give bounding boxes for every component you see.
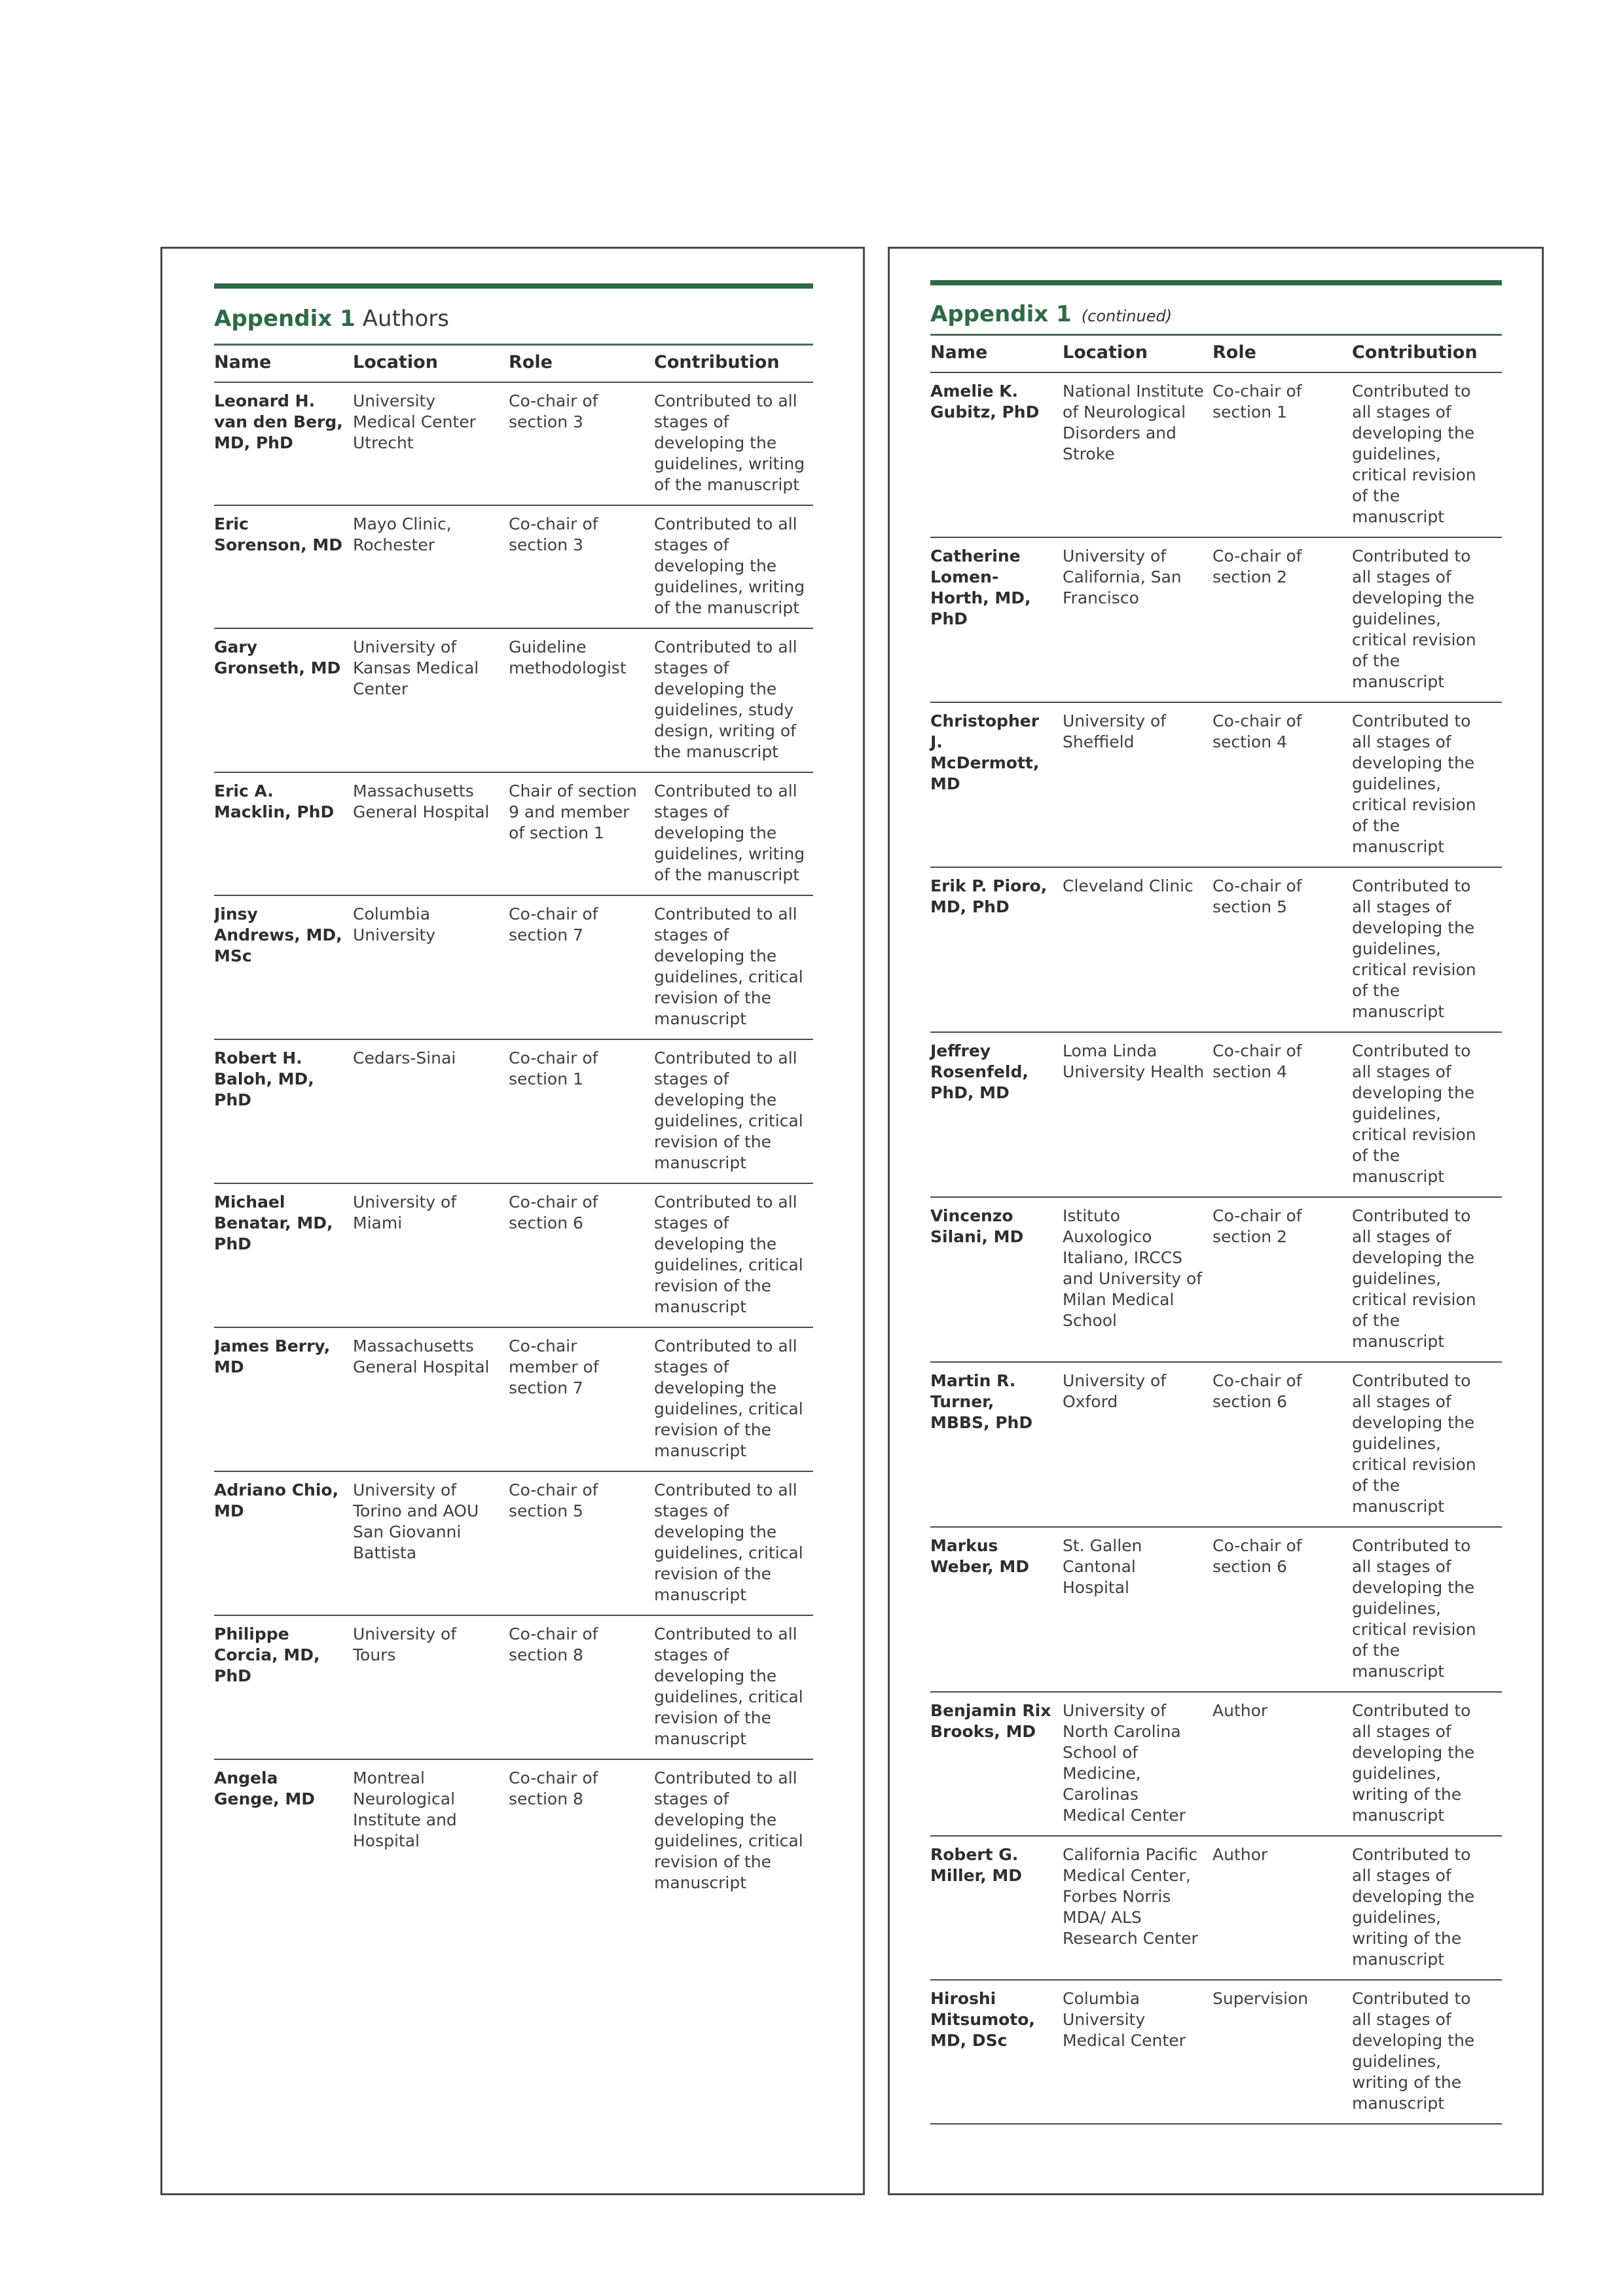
author-name-cell: Christopher J. McDermott, MD xyxy=(930,702,1063,867)
author-contribution-cell: Contributed to all stages of developing the guidelines, writing of the manuscript xyxy=(1352,1692,1502,1836)
appendix-page-right xyxy=(888,247,1544,2195)
author-role-cell: Author xyxy=(1213,1692,1352,1836)
author-role-cell: Co-chair of section 4 xyxy=(1213,702,1352,867)
appendix-title-continued xyxy=(930,285,1502,336)
column-header-name: Name xyxy=(214,346,353,382)
appendix-table-block-continued xyxy=(930,280,1502,2125)
author-location-cell: Columbia University xyxy=(353,895,509,1039)
column-header-location: Location xyxy=(353,346,509,382)
author-contribution-cell: Contributed to all stages of developing the guidelines, critical revision of the manuscript xyxy=(1352,1527,1502,1692)
table-row xyxy=(214,1183,813,1327)
author-name-cell: Adriano Chio, MD xyxy=(214,1471,353,1615)
author-contribution-cell: Contributed to all stages of developing the guidelines, critical revision of the manuscript xyxy=(1352,1197,1502,1362)
appendix-page-left xyxy=(160,247,865,2195)
author-name-cell: Leonard H. van den Berg, MD, PhD xyxy=(214,382,353,505)
author-contribution-cell: Contributed to all stages of developing the guidelines, critical revision of the manuscript xyxy=(1352,1032,1502,1197)
author-contribution-cell: Contributed to all stages of developing the guidelines, writing of the manuscript xyxy=(1352,1836,1502,1980)
table-row xyxy=(930,702,1502,867)
column-header-contribution: Contribution xyxy=(1352,336,1502,372)
author-role-cell: Author xyxy=(1213,1836,1352,1980)
author-location-cell: California Pacific Medical Center, Forbes Norris MDA/ ALS Research Center xyxy=(1063,1836,1213,1980)
author-location-cell: University of Torino and AOU San Giovanni Battista xyxy=(353,1471,509,1615)
title-rule xyxy=(214,283,813,289)
author-role-cell: Co-chair of section 5 xyxy=(509,1471,654,1615)
column-header-contribution: Contribution xyxy=(654,346,813,382)
author-contribution-cell: Contributed to all stages of developing the guidelines, writing of the manuscript xyxy=(654,772,813,895)
appendix-label: Appendix 1 xyxy=(930,301,1072,327)
table-row xyxy=(214,1759,813,1903)
author-role-cell: Co-chair of section 6 xyxy=(1213,1362,1352,1527)
author-role-cell: Co-chair of section 1 xyxy=(1213,372,1352,537)
appendix-title xyxy=(214,289,813,346)
author-name-cell: Eric A. Macklin, PhD xyxy=(214,772,353,895)
author-location-cell: University of North Carolina School of Medicine, Carolinas Medical Center xyxy=(1063,1692,1213,1836)
author-contribution-cell: Contributed to all stages of developing the guidelines, critical revision of the manuscript xyxy=(1352,1362,1502,1527)
author-name-cell: Michael Benatar, MD, PhD xyxy=(214,1183,353,1327)
author-name-cell: Martin R. Turner, MBBS, PhD xyxy=(930,1362,1063,1527)
author-contribution-cell: Contributed to all stages of developing the guidelines, critical revision of the manuscript xyxy=(1352,372,1502,537)
table-row xyxy=(214,895,813,1039)
author-name-cell: Angela Genge, MD xyxy=(214,1768,315,1808)
author-role-cell: Co-chair of section 8 xyxy=(509,1768,598,1808)
table-row xyxy=(930,537,1502,702)
column-header-name: Name xyxy=(930,336,1063,372)
author-name-cell: James Berry, MD xyxy=(214,1327,353,1471)
author-location-cell: University of Miami xyxy=(353,1183,509,1327)
author-contribution-cell: Contributed to all stages of developing the guidelines, critical revision of the manuscript xyxy=(1352,537,1502,702)
author-location-cell: University Medical Center Utrecht xyxy=(353,382,509,505)
author-name-cell: Vincenzo Silani, MD xyxy=(930,1197,1063,1362)
author-role-cell: Co-chair of section 6 xyxy=(509,1183,654,1327)
author-contribution-cell: Contributed to all stages of developing the guidelines, critical revision of the manuscript xyxy=(654,895,813,1039)
table-row xyxy=(930,1692,1502,1836)
appendix-table-block xyxy=(214,283,813,1903)
author-role-cell: Co-chair of section 1 xyxy=(509,1039,654,1183)
author-contribution-cell: Contributed to all stages of developing the guidelines, writing of the manuscript xyxy=(654,505,813,628)
author-location-cell: Cedars-Sinai xyxy=(353,1039,509,1183)
author-name-cell: Catherine Lomen-Horth, MD, PhD xyxy=(930,537,1063,702)
author-location-cell: University of California, San Francisco xyxy=(1063,537,1213,702)
author-name-cell: Erik P. Pioro, MD, PhD xyxy=(930,867,1063,1032)
column-header-role: Role xyxy=(1213,336,1352,372)
author-location-cell: University of Tours xyxy=(353,1615,509,1759)
author-name-cell: Eric Sorenson, MD xyxy=(214,505,353,628)
author-location-cell: National Institute of Neurological Disorders and Stroke xyxy=(1063,372,1213,537)
author-contribution-cell: Contributed to all stages of developing the guidelines, critical revision of the manuscript xyxy=(654,1615,813,1759)
author-name-cell: Gary Gronseth, MD xyxy=(214,628,353,772)
author-location-cell: University of Oxford xyxy=(1063,1362,1213,1527)
table-row xyxy=(214,1039,813,1183)
author-location-cell: Montreal Neurological Institute and Hospital xyxy=(353,1768,457,1850)
author-role-cell: Co-chair of section 2 xyxy=(1213,1197,1352,1362)
author-contribution-cell: Contributed to all stages of developing the guidelines, critical revision of the manuscript xyxy=(654,1183,813,1327)
table-row xyxy=(930,1197,1502,1362)
column-header-role: Role xyxy=(509,346,654,382)
column-header-location: Location xyxy=(1063,336,1213,372)
table-row xyxy=(214,382,813,505)
author-location-cell: Massachusetts General Hospital xyxy=(353,1327,509,1471)
author-name-cell: Amelie K. Gubitz, PhD xyxy=(930,372,1063,537)
author-name-cell: Benjamin Rix Brooks, MD xyxy=(930,1692,1063,1836)
table-row xyxy=(214,772,813,895)
author-role-cell: Co-chair member of section 7 xyxy=(509,1327,654,1471)
title-rule xyxy=(930,280,1502,285)
table-row xyxy=(214,505,813,628)
author-role-cell: Chair of section 9 and member of section 1 xyxy=(509,772,654,895)
author-role-cell: Co-chair of section 6 xyxy=(1213,1527,1352,1692)
author-location-cell: Columbia University Medical Center xyxy=(1063,1980,1213,2124)
author-contribution-cell: Contributed to all stages of developing the guidelines, writing of the manuscript xyxy=(1352,1980,1502,2124)
table-row xyxy=(930,867,1502,1032)
author-location-cell: Loma Linda University Health xyxy=(1063,1032,1213,1197)
author-role-cell: Co-chair of section 8 xyxy=(509,1615,654,1759)
author-name-cell: Markus Weber, MD xyxy=(930,1527,1063,1692)
author-location-cell: St. Gallen Cantonal Hospital xyxy=(1063,1527,1213,1692)
table-row xyxy=(930,372,1502,537)
appendix-subtitle: Authors xyxy=(362,306,449,332)
table-row xyxy=(930,1980,1502,2124)
table-row xyxy=(214,628,813,772)
author-role-cell: Co-chair of section 3 xyxy=(509,505,654,628)
author-contribution-cell: Contributed to all stages of developing the guidelines, critical revision of the manuscript xyxy=(654,1327,813,1471)
author-role-cell: Guideline methodologist xyxy=(509,628,654,772)
author-location-cell: University of Sheffield xyxy=(1063,702,1213,867)
author-name-cell: Hiroshi Mitsumoto, MD, DSc xyxy=(930,1980,1063,2124)
author-contribution-cell: Contributed to all stages of developing the guidelines, critical revision of the manuscript xyxy=(654,1768,803,1892)
appendix-label: Appendix 1 xyxy=(214,306,356,332)
author-location-cell: Cleveland Clinic xyxy=(1063,867,1213,1032)
author-contribution-cell: Contributed to all stages of developing the guidelines, critical revision of the manuscript xyxy=(1352,867,1502,1032)
author-name-cell: Jeffrey Rosenfeld, PhD, MD xyxy=(930,1032,1063,1197)
author-role-cell: Supervision xyxy=(1213,1980,1352,2124)
author-contribution-cell: Contributed to all stages of developing the guidelines, writing of the manuscript xyxy=(654,382,813,505)
table-row xyxy=(214,1615,813,1759)
author-contribution-cell: Contributed to all stages of developing the guidelines, critical revision of the manuscript xyxy=(654,1471,813,1615)
table-header-row xyxy=(214,346,813,382)
table-header-row xyxy=(930,336,1502,372)
author-role-cell: Co-chair of section 2 xyxy=(1213,537,1352,702)
continued-note: (continued) xyxy=(1081,307,1173,325)
authors-table xyxy=(214,346,813,1903)
table-row xyxy=(214,1327,813,1471)
author-location-cell: Massachusetts General Hospital xyxy=(353,772,509,895)
author-role-cell: Co-chair of section 7 xyxy=(509,895,654,1039)
author-role-cell: Co-chair of section 3 xyxy=(509,382,654,505)
author-role-cell: Co-chair of section 4 xyxy=(1213,1032,1352,1197)
author-location-cell: Istituto Auxologico Italiano, IRCCS and University of Milan Medical School xyxy=(1063,1197,1213,1362)
author-name-cell: Robert G. Miller, MD xyxy=(930,1836,1063,1980)
author-location-cell: University of Kansas Medical Center xyxy=(353,628,509,772)
table-row xyxy=(930,1836,1502,1980)
table-clip xyxy=(214,346,813,1903)
table-row xyxy=(214,1471,813,1615)
author-contribution-cell: Contributed to all stages of developing the guidelines, critical revision of the manuscript xyxy=(654,1039,813,1183)
authors-table-continued xyxy=(930,336,1502,2125)
author-contribution-cell: Contributed to all stages of developing the guidelines, critical revision of the manuscript xyxy=(1352,702,1502,867)
author-name-cell: Jinsy Andrews, MD, MSc xyxy=(214,895,353,1039)
author-contribution-cell: Contributed to all stages of developing the guidelines, study design, writing of the manuscript xyxy=(654,628,813,772)
table-row xyxy=(930,1362,1502,1527)
author-location-cell: Mayo Clinic, Rochester xyxy=(353,505,509,628)
author-name-cell: Robert H. Baloh, MD, PhD xyxy=(214,1039,353,1183)
author-name-cell: Philippe Corcia, MD, PhD xyxy=(214,1615,353,1759)
table-row xyxy=(930,1527,1502,1692)
authors-table-body xyxy=(214,382,813,1903)
authors-table-body-continued xyxy=(930,372,1502,2124)
author-role-cell: Co-chair of section 5 xyxy=(1213,867,1352,1032)
table-row xyxy=(930,1032,1502,1197)
